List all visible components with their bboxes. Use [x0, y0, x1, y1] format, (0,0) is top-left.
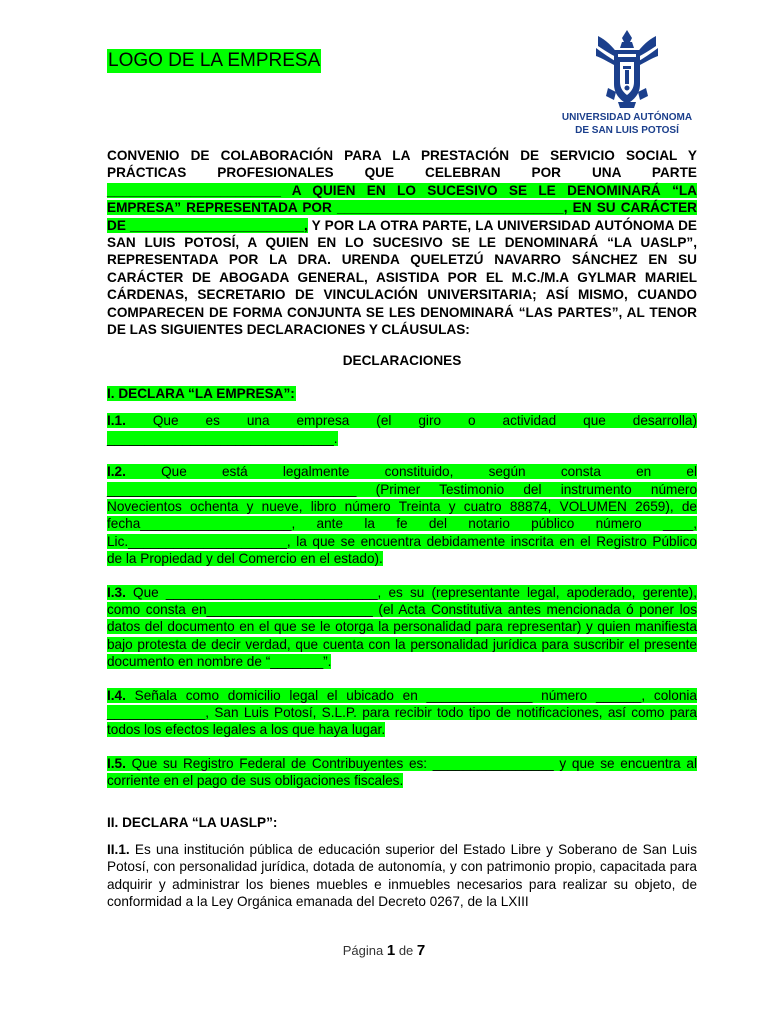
item-text: Que su Registro Federal de Contribuyentes es: ________________ y que se encuentra al corriente en el pago de sus obligaciones fiscales. — [107, 755, 697, 789]
agreement-title-highlighted: _______________________ A QUIEN EN LO SUCESIVO SE LE DENOMINARÁ “LA EMPRESA” REPRESENTADA POR ______________________________, EN SU CARÁCTER DE _______________________, — [107, 182, 697, 233]
document-body — [107, 147, 697, 911]
item-text: Que ____________________________, es su (representante legal, apoderado, gerente), como consta en______________________ (el Acta Constitutiva antes mencionada ó poner los datos del documento en el que se le otorga la personalidad para representar) y quien manifiesta bajo protesta de decir verdad, que cuenta con la personalidad jurídica para suscribir el presente documento en nombre de “_______”. — [107, 584, 697, 670]
section2-heading: II. DECLARA “LA UASLP”: — [107, 814, 278, 830]
item-text: Es una institución pública de educación superior del Estado Libre y Soberano de San Luis Potosí, con personalidad jurídica, dotada de autonomía, y con patrimonio propio, capacitada para adquirir y administrar los bienes muebles e inmuebles necesarios para realizar su objeto, de conformidad a la Ley Orgánica emanada del Decreto 0267, de la LXIII — [107, 842, 697, 910]
university-name-line1: UNIVERSIDAD AUTÓNOMA — [561, 112, 693, 123]
agreement-title-part2: Y POR LA OTRA PARTE, LA UNIVERSIDAD AUTÓNOMA DE SAN LUIS POTOSÍ, A QUIEN EN LO SUCESIVO SE LE DENOMINARÁ “LA UASLP”, REPRESENTADA POR LA DRA. URENDA QUELETZÚ NAVARRO SÁNCHEZ EN SU CARÁCTER DE ABOGADA GENERAL, ASISTIDA POR EL M.C./M.A GYLMAR MARIEL CÁRDENAS, SECRETARIO DE VINCULACIÓN UNIVERSITARIA; ASÍ MISMO, CUANDO COMPARECEN DE FORMA CONJUNTA SE LES DENOMINARÁ “LAS PARTES”, AL TENOR DE LAS SIGUIENTES DECLARACIONES Y CLÁUSULAS: — [107, 217, 697, 338]
university-logo — [552, 28, 702, 140]
item-text: Señala como domicilio legal el ubicado en ______________ número ______, colonia _____________, San Luis Potosí, S.L.P. para recibir todo tipo de notificaciones, así como para todos los efectos legales a los que haya lugar. — [107, 687, 697, 738]
item-number: I.1. — [107, 413, 126, 429]
footer-total-pages: 7 — [416, 942, 426, 959]
item-number: I.4. — [107, 687, 126, 703]
footer-page-label: Página — [342, 943, 384, 958]
item-text: Que está legalmente constituido, según consta en el _________________________________ (Primer Testimonio del instrumento número Novecientos ochenta y nueve, libro número Treinta y cuatro 88874, VOLUMEN 2659), de fecha____________________, ante la fe del notario público número ____, Lic._____________________, la que se encuentra debidamente inscrita en el Registro Público de la Propiedad y del Comercio en el estado). — [107, 464, 697, 567]
university-name-line2: DE SAN LUIS POTOSÍ — [575, 125, 679, 136]
agreement-title — [107, 147, 697, 338]
item-number: I.3. — [107, 584, 126, 600]
declaraciones-heading: DECLARACIONES — [342, 353, 462, 369]
company-logo-placeholder: LOGO DE LA EMPRESA — [108, 50, 321, 71]
declaration-item-2-1 — [107, 841, 697, 911]
declaration-item-1-4 — [107, 687, 697, 739]
item-number: I.5. — [107, 755, 126, 771]
page-footer — [0, 942, 768, 959]
item-text: Que es una empresa (el giro o actividad que desarrolla) ______________________________. — [107, 413, 697, 446]
declaration-item-1-2 — [107, 463, 697, 567]
item-number: I.2. — [107, 464, 126, 480]
footer-of-label: de — [398, 943, 414, 958]
footer-current-page: 1 — [386, 942, 396, 959]
item-number: II.1. — [107, 842, 130, 857]
agreement-title-part1: CONVENIO DE COLABORACIÓN PARA LA PRESTACIÓN DE SERVICIO SOCIAL Y PRÁCTICAS PROFESIONALES QUE CELEBRAN POR UNA PARTE — [107, 148, 697, 181]
declaration-item-1-1 — [107, 412, 697, 447]
section1-heading: I. DECLARA “LA EMPRESA”: — [107, 385, 295, 401]
university-crest-icon — [594, 28, 660, 108]
declaration-item-1-5 — [107, 755, 697, 790]
declaration-item-1-3 — [107, 584, 697, 671]
